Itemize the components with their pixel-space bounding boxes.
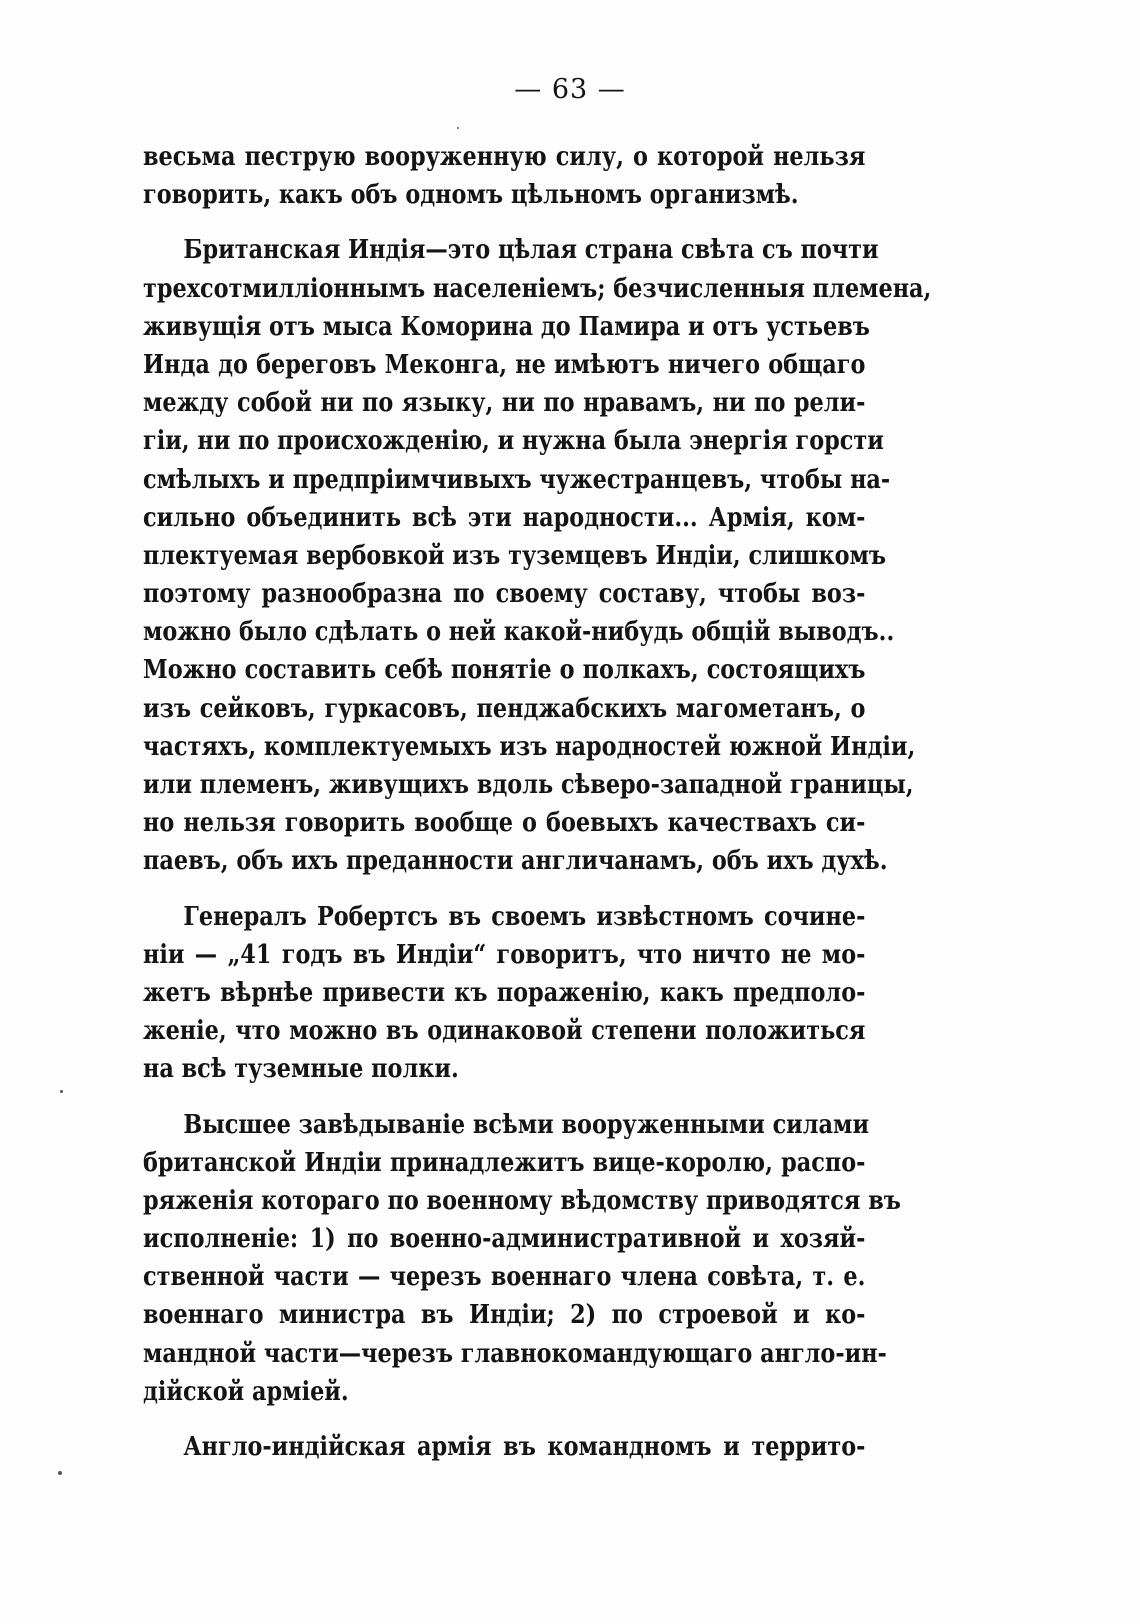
text-line: ряженія котораго по военному вѣдомству приводятся въ bbox=[143, 1185, 901, 1216]
text-line: трехсотмилліоннымъ населеніемъ; безчисленныя племена, bbox=[143, 273, 932, 304]
text-line: но нельзя говорить вообще о боевыхъ качествахъ си- bbox=[143, 808, 866, 839]
text-line: исполненіе: 1) по военно-административной и хозяй- bbox=[143, 1224, 866, 1255]
paragraph-3 bbox=[143, 898, 865, 1089]
text-line: паевъ, объ ихъ преданности англичанамъ, объ ихъ духѣ. bbox=[143, 846, 888, 877]
text-line: можно было сдѣлать о ней какой-нибудь общій выводъ.. bbox=[143, 617, 895, 648]
paragraph-1 bbox=[143, 138, 865, 214]
text-line: частяхъ, комплектуемыхъ изъ народностей южной Индіи, bbox=[143, 731, 916, 762]
text-line: весьма пеструю вооруженную силу, о которой нельзя bbox=[143, 142, 866, 172]
paragraph-2 bbox=[143, 231, 932, 880]
text-line: говорить, какъ объ одномъ цѣльномъ организмѣ. bbox=[143, 180, 799, 211]
scan-speck bbox=[58, 1471, 62, 1475]
text-line: женіе, что можно въ одинаковой степени положиться bbox=[143, 1016, 866, 1047]
text-line: жетъ вѣрнѣе привести къ пораженію, какъ предполо- bbox=[143, 977, 866, 1008]
paragraph-5 bbox=[143, 1428, 865, 1466]
scan-speck bbox=[60, 1090, 63, 1093]
text-line: изъ сейковъ, гуркасовъ, пенджабскихъ магометанъ, о bbox=[143, 693, 866, 724]
text-line: Британская Индія—это цѣлая страна свѣта съ почти bbox=[183, 235, 879, 266]
text-line: на всѣ туземные полки. bbox=[143, 1054, 459, 1085]
text-line: сильно объединить всѣ эти народности... Армія, ком- bbox=[143, 502, 866, 533]
scan-speck bbox=[457, 127, 459, 129]
text-line: Генералъ Робертсъ въ своемъ извѣстномъ сочине- bbox=[183, 901, 866, 932]
paragraph-4 bbox=[143, 1106, 901, 1412]
text-line: между собой ни по языку, ни по нравамъ, ни по рели- bbox=[143, 388, 866, 419]
text-line: британской Индіи принадлежитъ вице-королю, распо- bbox=[143, 1147, 866, 1178]
text-line: дійской арміей. bbox=[143, 1376, 349, 1407]
text-line: смѣлыхъ и предпріимчивыхъ чужестранцевъ, чтобы на- bbox=[143, 464, 891, 495]
text-line: живущія отъ мыса Коморина до Памира и отъ устьевъ bbox=[143, 311, 870, 342]
text-line: плектуемая вербовкой изъ туземцевъ Индіи, слишкомъ bbox=[143, 540, 887, 571]
text-line: мандной части—черезъ главнокомандующаго англо-ин- bbox=[143, 1338, 887, 1369]
page-number: — 63 — bbox=[514, 74, 626, 105]
text-line: Высшее завѣдываніе всѣми вооруженными силами bbox=[183, 1109, 870, 1140]
text-line: Можно составить себѣ понятіе о полкахъ, состоящихъ bbox=[143, 655, 866, 686]
text-line: ніи — „41 годъ въ Индіи“ говоритъ, что ничто не мо- bbox=[143, 939, 866, 970]
text-line: гіи, ни по происхожденію, и нужна была энергія горсти bbox=[143, 426, 884, 457]
text-line: Англо-индійская армія въ командномъ и террито- bbox=[183, 1432, 866, 1462]
text-line: ственной части — черезъ военнаго члена совѣта, т. е. bbox=[143, 1262, 866, 1293]
body-text bbox=[143, 138, 932, 1466]
text-line: поэтому разнообразна по своему составу, чтобы воз- bbox=[143, 579, 866, 610]
text-line: Инда до береговъ Меконга, не имѣютъ ничего общаго bbox=[143, 349, 866, 380]
text-line: или племенъ, живущихъ вдоль сѣверо-западной границы, bbox=[143, 770, 914, 800]
text-line: военнаго министра въ Индіи; 2) по строевой и ко- bbox=[143, 1300, 866, 1331]
